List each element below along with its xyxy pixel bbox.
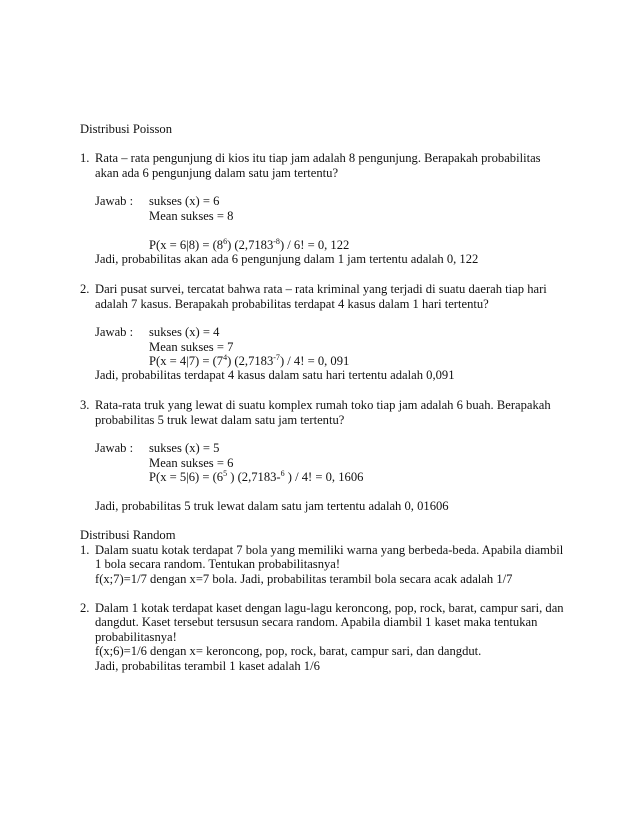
q3-formula: $P(x = 5|6) = (6^5$ ) (2,7183-$^6$ ) / 4! = 0, 1606 xyxy=(149,469,364,484)
q1-text-line1: Rata – rata pengunjung di kios itu tiap jam adalah 8 pengunjung. Berapakah probabilitas xyxy=(95,151,541,165)
q2-text-line2: adalah 7 kasus. Berapakah probabilitas terdapat 4 kasus dalam 1 hari tertentu? xyxy=(95,297,489,311)
r1-text-line2: 1 bola secara random. Tentukan probabilitasnya! xyxy=(95,557,341,571)
q2-text-line1: Dari pusat survei, tercatat bahwa rata – rata kriminal yang terjadi di suatu daerah tiap hari xyxy=(95,282,547,296)
q2-formula: $P(x = 4|7) = (7^4)$ $(2,7183^{-7}) / 4$! = 0, 091 xyxy=(149,353,350,368)
q1-conclusion: Jadi, probabilitas akan ada 6 pengunjung dalam 1 jam tertentu adalah 0, 122 xyxy=(95,252,479,266)
q1-exp1: 6 xyxy=(223,237,228,246)
q1-jawab-label: Jawab : xyxy=(95,194,134,208)
q3-text-line1: Rata-rata truk yang lewat di suatu komplex rumah toko tiap jam adalah 6 buah. Berapakah xyxy=(95,398,551,412)
q3-mean: Mean sukses = 6 xyxy=(149,456,234,470)
r1-text-line1: Dalam suatu kotak terdapat 7 bola yang memiliki warna yang berbeda-beda. Apabila diambil xyxy=(95,543,564,557)
r2-text-line1: Dalam 1 kotak terdapat kaset dengan lagu-lagu keroncong, pop, rock, barat, campur sari, dan xyxy=(95,601,564,615)
q2-exp2: -7 xyxy=(273,353,280,362)
section-title-random: Distribusi Random xyxy=(80,528,176,542)
q2-sukses: sukses (x) = 4 xyxy=(149,325,220,339)
q1-sukses: sukses (x) = 6 xyxy=(149,194,220,208)
r1-text-line3: f(x;7)=1/7 dengan x=7 bola. Jadi, probabilitas terambil bola secara acak adalah 1/7 xyxy=(95,572,513,586)
r2-text-line5: Jadi, probabilitas terambil 1 kaset adalah 1/6 xyxy=(95,659,320,673)
q1-formula: $P(x = 6|8) = (8^6)$ $(2,7183^{-8}) / 6$! = 0, 122 xyxy=(149,237,350,252)
q3-jawab-label: Jawab : xyxy=(95,441,134,455)
q1-exp2: -8 xyxy=(273,237,280,246)
q2-mean: Mean sukses = 7 xyxy=(149,340,234,354)
r2-text-line2: dangdut. Kaset tersebut tersusun secara random. Apabila diambil 1 kaset maka tentukan xyxy=(95,615,538,629)
q1-text-line2: akan ada 6 pengunjung dalam satu jam tertentu? xyxy=(95,166,339,180)
q2-jawab-label: Jawab : xyxy=(95,325,134,339)
q3-conclusion: Jadi, probabilitas 5 truk lewat dalam satu jam tertentu adalah 0, 01606 xyxy=(95,499,449,513)
section-title-poisson: Distribusi Poisson xyxy=(80,122,173,136)
q3-exp2: 6 xyxy=(280,469,285,478)
q2-conclusion: Jadi, probabilitas terdapat 4 kasus dalam satu hari tertentu adalah 0,091 xyxy=(95,368,455,382)
r1-number: 1. xyxy=(80,543,90,557)
q3-text-line2: probabilitas 5 truk lewat dalam satu jam tertentu? xyxy=(95,413,345,427)
r2-text-line3: probabilitasnya! xyxy=(95,630,177,644)
q3-exp1: 5 xyxy=(223,469,228,478)
q3-number: 3. xyxy=(80,398,90,412)
q1-number: 1. xyxy=(80,151,90,165)
q2-number: 2. xyxy=(80,282,90,296)
q2-exp1: 4 xyxy=(223,353,228,362)
q1-mean: Mean sukses = 8 xyxy=(149,209,234,223)
r2-number: 2. xyxy=(80,601,90,615)
r2-text-line4: f(x;6)=1/6 dengan x= keroncong, pop, rock, barat, campur sari, dan dangdut. xyxy=(95,644,482,658)
q3-sukses: sukses (x) = 5 xyxy=(149,441,220,455)
